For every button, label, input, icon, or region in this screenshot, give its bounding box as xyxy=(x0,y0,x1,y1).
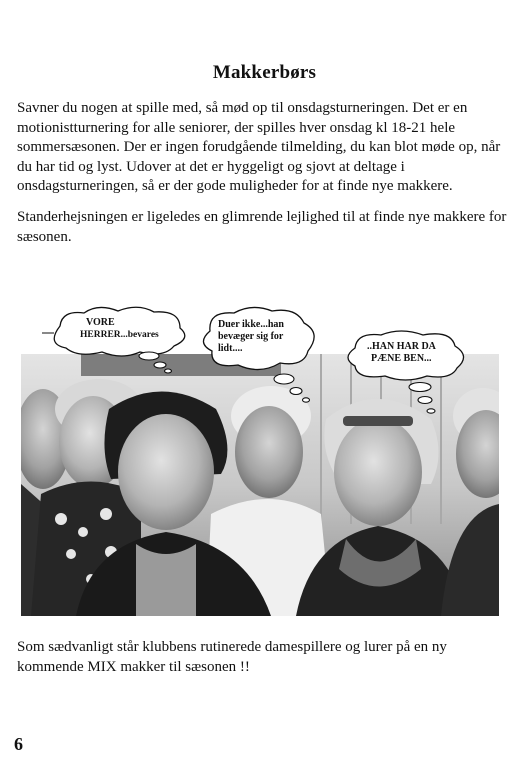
thought-bubble-1 xyxy=(42,304,192,374)
bubble-1-line-2: HERRER...bevares xyxy=(80,330,159,340)
bubble-1-line-1: VORE xyxy=(86,317,115,328)
bubble-2-line-2: bevæger sig for xyxy=(218,331,284,342)
bubble-2-text xyxy=(218,319,308,355)
page-number: 6 xyxy=(14,734,23,754)
bubble-3-text xyxy=(367,341,457,365)
paragraph-standerhejsning: Standerhejsningen er ligeledes en glimrende lejlighed til at finde nye makkere for sæsonen. xyxy=(17,209,507,245)
bubble-1-text xyxy=(80,317,180,341)
thought-bubble-3 xyxy=(345,330,470,430)
bubble-2-line-1: Duer ikke...han xyxy=(218,319,284,330)
page-title: Makkerbørs xyxy=(212,62,317,83)
bubble-3-line-1: ..HAN HAR DA xyxy=(367,341,436,352)
bubble-2-line-3: lidt.... xyxy=(218,343,243,354)
photo-caption: Som sædvanligt står klubbens rutinerede damespillere og lurer på en ny kommende MIX makker til sæsonen !! xyxy=(17,639,447,675)
paragraph-intro: Savner du nogen at spille med, så mød op til onsdagsturneringen. Det er en motionistturnering for alle seniorer, der spilles hver onsdag kl 18-21 hele sommersæsonen. Der er ingen forudgående tilmelding, du kan blot møde op, når du har tid og lyst. Udover at det er hyggeligt og sjovt at deltage i onsdagsturneringen, så er der gode muligheder for at finde nye makkere. xyxy=(17,100,501,195)
thought-bubble-2 xyxy=(200,305,320,405)
bubble-3-line-2: PÆNE BEN... xyxy=(371,353,432,364)
